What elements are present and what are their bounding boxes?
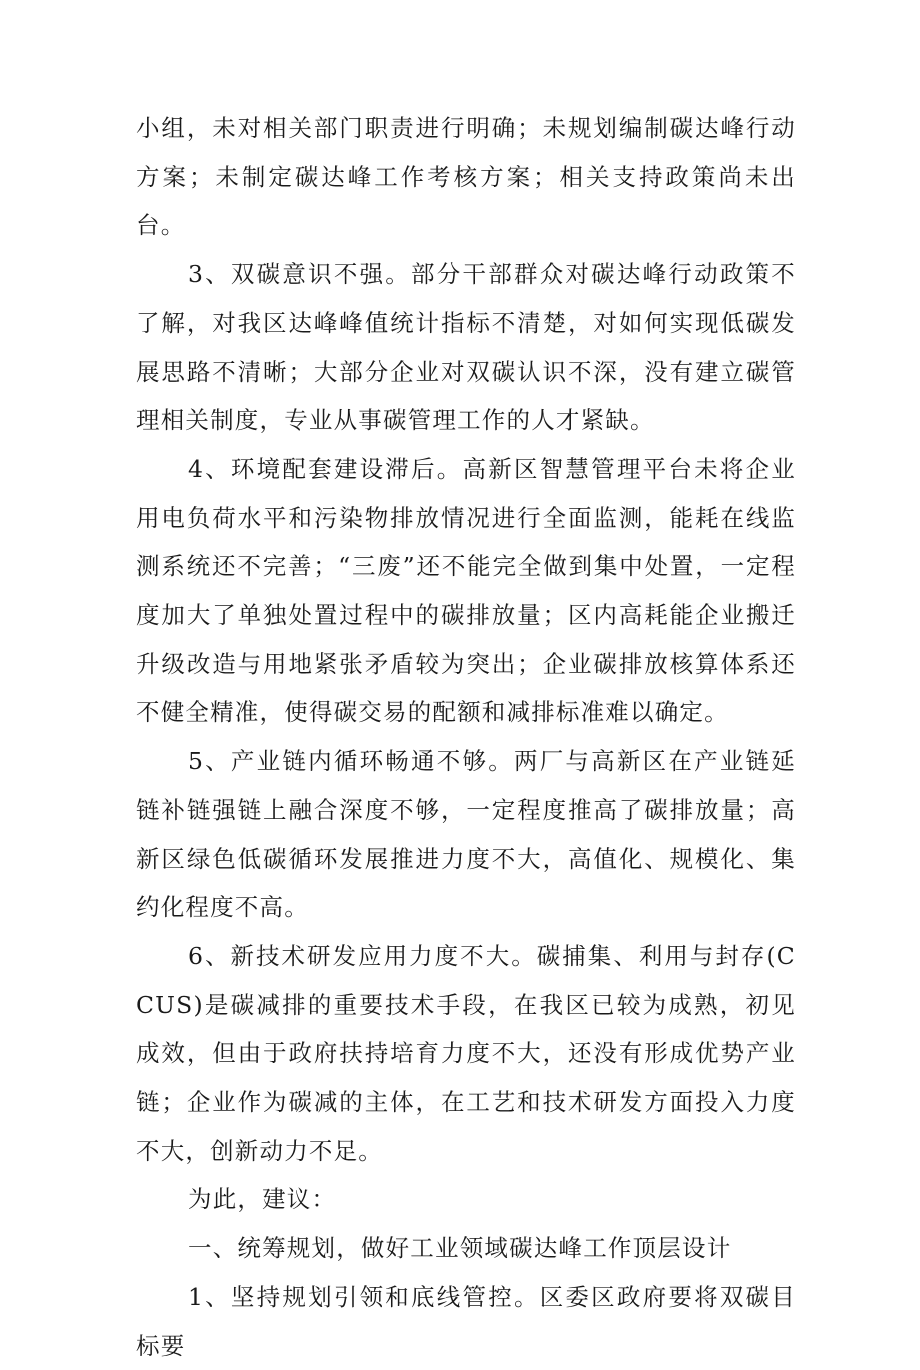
paragraph-item-3: 3、双碳意识不强。部分干部群众对碳达峰行动政策不了解，对我区达峰峰值统计指标不清楚，对如何实现低碳发展思路不清晰；大部分企业对双碳认识不深，没有建立碳管理相关制度，专业从事碳管理工作的人才紧缺。	[136, 260, 796, 435]
paragraph-suggestion-intro: 为此，建议：	[188, 1185, 337, 1214]
section-heading-1: 一、统筹规划，做好工业领域碳达峰工作顶层设计	[188, 1234, 732, 1263]
paragraph-item-5: 5、产业链内循环畅通不够。两厂与高新区在产业链延链补链强链上融合深度不够，一定程度推高了碳排放量；高新区绿色低碳循环发展推进力度不大，高值化、规模化、集约化程度不高。	[136, 747, 796, 922]
document-body	[136, 104, 796, 1370]
paragraph-item-4: 4、环境配套建设滞后。高新区智慧管理平台未将企业用电负荷水平和污染物排放情况进行全面监测，能耗在线监测系统还不完善；“三废”还不能完全做到集中处置，一定程度加大了单独处置过程中的碳排放量；区内高耗能企业搬迁升级改造与用地紧张矛盾较为突出；企业碳排放核算体系还不健全精准，使得碳交易的配额和减排标准难以确定。	[136, 454, 796, 727]
paragraph-continuation: 小组，未对相关部门职责进行明确；未规划编制碳达峰行动方案；未制定碳达峰工作考核方案；相关支持政策尚未出台。	[136, 114, 796, 240]
paragraph-item-6: 6、新技术研发应用力度不大。碳捕集、利用与封存(CCUS)是碳减排的重要技术手段，在我区已较为成熟，初见成效，但由于政府扶持培育力度不大，还没有形成优势产业链；企业作为碳减的主体，在工艺和技术研发方面投入力度不大，创新动力不足。	[136, 941, 796, 1165]
paragraph-suggestion-1: 1、坚持规划引领和底线管控。区委区政府要将双碳目标要	[136, 1282, 796, 1360]
